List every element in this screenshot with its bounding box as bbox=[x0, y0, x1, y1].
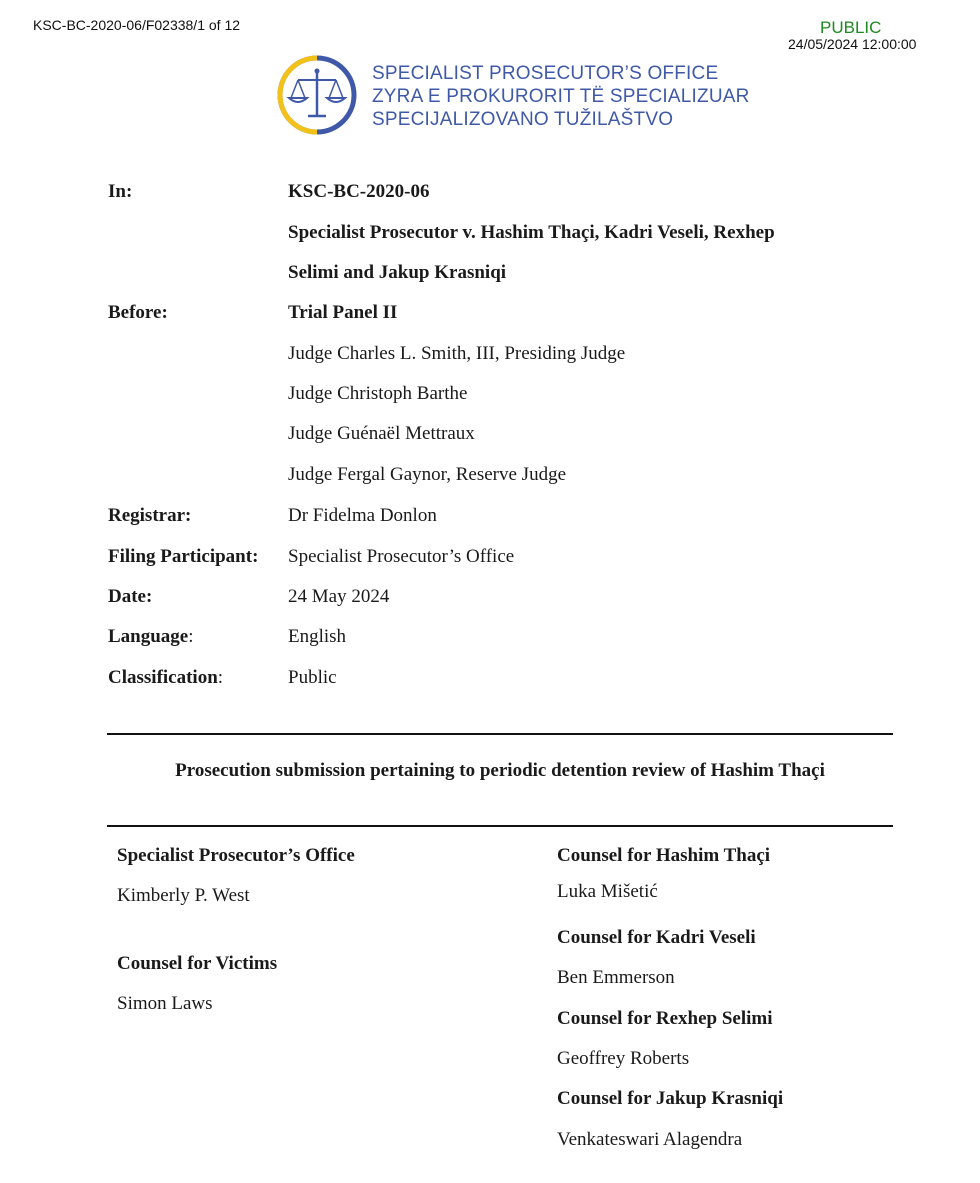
party-heading-veseli: Counsel for Kadri Veseli bbox=[557, 927, 756, 948]
classification-value: Public bbox=[288, 667, 337, 688]
party-heading-krasniqi: Counsel for Jakup Krasniqi bbox=[557, 1088, 784, 1109]
party-name-spo: Kimberly P. West bbox=[117, 885, 250, 906]
office-name-english: SPECIALIST PROSECUTOR’S OFFICE bbox=[372, 63, 719, 84]
date-value: 24 May 2024 bbox=[288, 586, 390, 607]
party-name-selimi: Geoffrey Roberts bbox=[557, 1048, 690, 1069]
office-name-serbian: SPECIJALIZOVANO TUŽILAŠTVO bbox=[372, 109, 674, 130]
party-name-victims: Simon Laws bbox=[117, 993, 213, 1014]
party-name-veseli: Ben Emmerson bbox=[557, 967, 675, 988]
judge-2: Judge Christoph Barthe bbox=[288, 383, 468, 404]
document-title: Prosecution submission pertaining to periodic detention review of Hashim Thaçi bbox=[175, 760, 825, 781]
party-heading-selimi: Counsel for Rexhep Selimi bbox=[557, 1008, 773, 1029]
in-label: In: bbox=[108, 181, 133, 202]
judge-1: Judge Charles L. Smith, III, Presiding Judge bbox=[288, 343, 626, 364]
office-name-albanian: ZYRA E PROKURORIT TË SPECIALIZUAR bbox=[372, 86, 750, 107]
date-label: Date: bbox=[108, 586, 153, 607]
scales-of-justice-icon bbox=[276, 54, 358, 136]
case-number: KSC-BC-2020-06 bbox=[288, 181, 430, 202]
party-heading-spo: Specialist Prosecutor’s Office bbox=[117, 845, 355, 866]
classification-label: Classification: bbox=[108, 667, 224, 688]
judge-4: Judge Fergal Gaynor, Reserve Judge bbox=[288, 464, 567, 485]
office-name-block bbox=[372, 62, 750, 131]
title-top-rule bbox=[107, 733, 893, 735]
stamp-datetime: 24/05/2024 12:00:00 bbox=[788, 36, 917, 52]
document-reference: KSC-BC-2020-06/F02338/1 of 12 bbox=[33, 17, 241, 33]
filing-participant-label: Filing Participant: bbox=[108, 546, 259, 567]
case-name-line-2: Selimi and Jakup Krasniqi bbox=[288, 262, 507, 283]
before-label: Before: bbox=[108, 302, 168, 323]
party-heading-victims: Counsel for Victims bbox=[117, 953, 278, 974]
party-heading-thaci: Counsel for Hashim Thaçi bbox=[557, 845, 771, 866]
language-label: Language: bbox=[108, 626, 194, 647]
filing-participant-value: Specialist Prosecutor’s Office bbox=[288, 546, 515, 567]
registrar-label: Registrar: bbox=[108, 505, 192, 526]
language-value: English bbox=[288, 626, 347, 647]
judge-3: Judge Guénaël Mettraux bbox=[288, 423, 475, 444]
party-name-thaci: Luka Mišetić bbox=[557, 881, 658, 902]
party-name-krasniqi: Venkateswari Alagendra bbox=[557, 1129, 743, 1150]
case-name-line-1: Specialist Prosecutor v. Hashim Thaçi, Kadri Veseli, Rexhep bbox=[288, 222, 775, 243]
registrar-value: Dr Fidelma Donlon bbox=[288, 505, 437, 526]
trial-panel: Trial Panel II bbox=[288, 302, 398, 323]
title-bottom-rule bbox=[107, 825, 893, 827]
public-stamp: PUBLIC bbox=[820, 18, 882, 37]
